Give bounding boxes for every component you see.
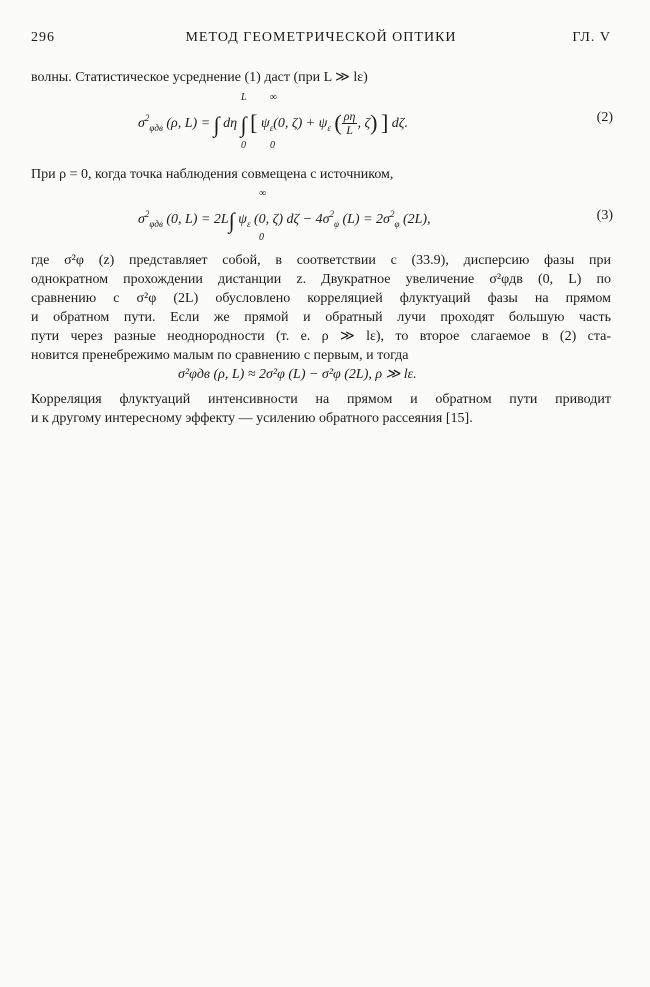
- integral-upper-limit: ∞: [259, 188, 267, 199]
- paragraph-line: пути через разные неоднородности (т. е. ρ ≫ lε), то второе слагаемое в (2) ста-: [31, 329, 611, 344]
- integral-lower-limit: 0: [259, 232, 264, 243]
- chapter-label: ГЛ. V: [572, 30, 611, 45]
- equation-3: [120, 188, 613, 243]
- paragraph-line: где σ²φ (z) представляет собой, в соответствии с (33.9), дисперсию фазы при: [31, 253, 611, 268]
- equation-number: (3): [596, 208, 613, 223]
- paragraph-line: Корреляция флуктуаций интенсивности на прямом и обратном пути приводит: [31, 392, 611, 407]
- paragraph-line: волны. Статистическое усреднение (1) даст (при L ≫ lε): [31, 70, 368, 85]
- integral-lower-limit: 0: [241, 140, 246, 151]
- equation-body: $\sigma^2_{\varphi дв}$ (ρ, L) = ∫ dη ∫ [ $\psi_\varepsilon(0$, $\zeta) + \psi_\varepsilon$ ( $\frac{\rho\eta}{L}$ , ζ) ] dζ.: [138, 109, 408, 138]
- paragraph-line: и обратном пути. Если же прямой и обратный лучи проходят большую часть: [31, 310, 611, 325]
- paragraph-line: однократном прохождении дистанции z. Двукратное увеличение σ²φдв (0, L) по: [31, 272, 611, 287]
- integral-lower-limit: 0: [270, 140, 275, 151]
- equation-4: σ²φдв (ρ, L) ≈ 2σ²φ (L) − σ²φ (2L), ρ ≫ lε.: [178, 367, 417, 382]
- running-header: [31, 30, 611, 50]
- equation-2: [120, 92, 613, 151]
- sigma-symbol: σ: [138, 116, 145, 131]
- paragraph-line: и к другому интересному эффекту — усилению обратного рассеяния [15].: [31, 411, 473, 426]
- paragraph-line: сравнению с σ²φ (2L) обусловлено корреляцией флуктуаций фазы на прямом: [31, 291, 611, 306]
- fraction: $\frac{\rho\eta}{L}$: [343, 109, 356, 138]
- equation-body: $\sigma^2_{\varphi дв}$ (0, L) = 2L∫ $\psi_\varepsilon$ (0, ζ) $d\zeta - 4\sigma^2_\varphi$ $(L) = 2\sigma^2_\varphi$ (2L),: [138, 208, 431, 233]
- integral-upper-limit: L: [241, 92, 247, 103]
- running-title: МЕТОД ГЕОМЕТРИЧЕСКОЙ ОПТИКИ: [185, 30, 457, 45]
- paragraph-line: новится пренебрежимо малым по сравнению с первым, и тогда: [31, 348, 409, 363]
- page-number: 296: [31, 30, 55, 45]
- equation-number: (2): [596, 110, 613, 125]
- paragraph-line: При ρ = 0, когда точка наблюдения совмещена с источником,: [31, 167, 394, 182]
- integral-upper-limit: ∞: [270, 92, 278, 103]
